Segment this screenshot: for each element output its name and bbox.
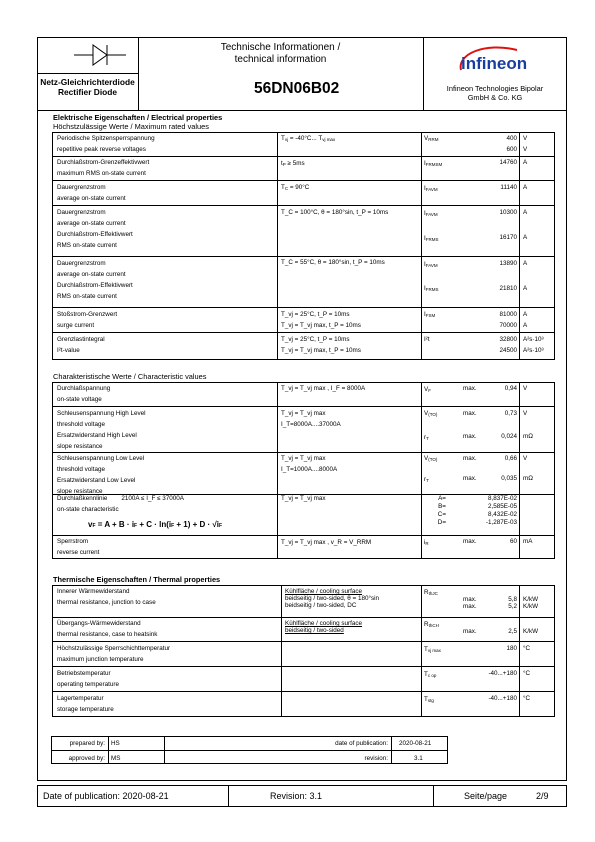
electrical-heading: Elektrische Eigenschaften / Electrical properties (53, 113, 223, 122)
ir-unit: mA (523, 538, 533, 545)
i2t-values: 32800 24500 (499, 336, 517, 354)
high-vto-unit: V (523, 410, 528, 417)
high-rt-symbol: $r_T$ (424, 434, 429, 441)
tc100-frms-unit: A (523, 234, 528, 241)
vf-label: Durchlaßspannung on-state voltage (57, 385, 111, 403)
curve-equation: vF = A + B · iF + C · ln(iF + 1) + D · √iF (88, 520, 223, 529)
tc100-label: Dauergrenzstrom average on-state current Durchlaßstrom-Effektivwert RMS on-state current (57, 209, 133, 249)
ifrmsm-label: Durchlaßstrom-Grenzeffektivwert maximum RMS on-state current (57, 159, 150, 177)
tc55-symbol-frms: $I_{FRMS}$ (424, 285, 439, 292)
prepared-label: prepared by: (69, 740, 105, 747)
tc55-favm-value: 13890 (499, 260, 517, 267)
ir-condition: T_vj = T_vj max , v_R = V_RRM (281, 539, 372, 546)
footer-revision: Revision: 3.1 (270, 791, 323, 801)
tc55-favm-unit: A (523, 260, 528, 267)
tc55-condition: T_C = 55°C, θ = 180°sin, t_P = 10ms (281, 259, 385, 266)
date-of-publication-label: date of publication: (335, 740, 388, 747)
vf-unit: V (523, 385, 528, 392)
tstg-unit: °C (523, 695, 531, 702)
tc100-symbol-favm: $I_{FAVM}$ (424, 210, 438, 217)
rthjc-label: Innerer Wärmewiderstand thermal resistance, junction to case (57, 588, 156, 606)
characteristic-heading: Charakteristische Werte / Characteristic values (53, 372, 207, 381)
top-label: Betriebstemperatur operating temperature (57, 670, 119, 688)
ifavm90-label: Dauergrenzstrom average on-state current (57, 184, 126, 202)
footer-page-number: 2/9 (536, 791, 549, 801)
tc55-label: Dauergrenzstrom average on-state current Durchlaßstrom-Effektivwert RMS on-state current (57, 260, 133, 300)
high-vto-value: 0,73 (504, 410, 517, 417)
infineon-logo-icon (455, 44, 535, 76)
low-vto-value: 0,66 (504, 455, 517, 462)
prepared-value: HS (111, 740, 120, 747)
rthjc-qualifier: max. max. (463, 596, 477, 610)
low-level-condition: T_vj = T_vj max I_T=1000A....8000A (281, 455, 338, 473)
ir-symbol: $i_R$ (424, 539, 429, 546)
tc55-frms-unit: A (523, 285, 528, 292)
vrrm-units: V V (523, 135, 528, 153)
top-value: -40...+180 (488, 670, 517, 677)
ir-label: Sperrstrom reverse current (57, 538, 100, 556)
ifrmsm-unit: A (523, 159, 528, 166)
tvjmax-label: Höchstzulässige Sperrschichttemperatur maximum junction temperature (57, 645, 171, 663)
tvjmax-unit: °C (523, 645, 531, 652)
tvjmax-symbol: $T_{vj max}$ (424, 646, 441, 653)
low-vto-qualifier: max. (463, 455, 477, 462)
ifavm90-value: 11140 (500, 184, 517, 191)
tc100-symbol-frms: $I_{FRMS}$ (424, 235, 439, 242)
i2t-condition: T_vj = 25°C, t_P = 10ms T_vj = T_vj max, t_P = 10ms (281, 336, 361, 354)
ir-qualifier: max. (463, 538, 477, 545)
ifrmsm-condition: $t_P \ge 5ms$ (281, 160, 305, 167)
rthch-condition: Kühlfläche / cooling surface beidseitig / two-sided (285, 620, 363, 634)
svg-text:infineon: infineon (461, 54, 528, 73)
low-vto-unit: V (523, 455, 528, 462)
top-unit: °C (523, 670, 531, 677)
rthch-qualifier: max. (463, 628, 477, 635)
low-rt-unit: mΩ (523, 475, 533, 482)
high-vto-qualifier: max. (463, 410, 477, 417)
surge-condition: T_vj = 25°C, t_P = 10ms T_vj = T_vj max, t_P = 10ms (281, 311, 361, 329)
low-vto-symbol: $V_{(TO)}$ (424, 455, 438, 462)
low-rt-qualifier: max. (463, 475, 477, 482)
rthjc-symbol: $R_{thJC}$ (424, 589, 438, 596)
i2t-units: A²s·10³ A²s·10³ (523, 336, 544, 354)
high-level-label: Schleusenspannung High Level threshold voltage Ersatzwiderstand High Level slope resistance (57, 410, 146, 450)
tc100-favm-value: 10300 (499, 209, 517, 216)
rthch-symbol: $R_{thCH}$ (424, 621, 439, 628)
max-rated-subheading: Höchstzulässige Werte / Maximum rated values (53, 122, 209, 131)
high-vto-symbol: $V_{(TO)}$ (424, 410, 438, 417)
vf-condition: T_vj = T_vj max , I_F = 8000A (281, 385, 366, 392)
high-level-condition: T_vj = T_vj max I_T=8000A....37000A (281, 410, 341, 428)
infineon-logo (455, 44, 535, 81)
curve-coef-values: 8,837E-02 2,585E-05 8,432E-02 -1,287E-03 (485, 495, 517, 526)
tvjmax-value: 180 (506, 645, 517, 652)
low-level-label: Schleusenspannung Low Level threshold voltage Ersatzwiderstand Low Level slope resistance (57, 455, 145, 495)
rthch-label: Übergangs-Wärmewiderstand thermal resistance, case to heatsink (57, 620, 158, 638)
high-rt-value: 0,024 (501, 433, 517, 440)
vrrm-condition: $T_{vj} = -40^\circ C$... $T_{vj max}$ (281, 135, 336, 142)
surge-label: Stoßstrom-Grenzwert surge current (57, 311, 118, 329)
rthjc-units: K/kW K/kW (523, 596, 539, 610)
approved-label: approved by: (68, 755, 105, 762)
low-rt-value: 0,035 (501, 475, 517, 482)
part-number: 56DN06B02 (254, 80, 340, 97)
company-name: Infineon Technologies Bipolar GmbH & Co. KG (446, 84, 544, 102)
vf-qualifier: max. (463, 385, 477, 392)
product-type: Netz-Gleichrichterdiode Rectifier Diode (40, 77, 135, 97)
ifavm90-unit: A (523, 184, 528, 191)
rthjc-condition: Kühlfläche / cooling surface beidseitig / two-sided, θ = 180°sin beidseitig / two-sided, DC (285, 588, 380, 609)
surge-values: 81000 70000 (499, 311, 517, 329)
tc55-frms-value: 21810 (499, 285, 517, 292)
diode-symbol-icon (72, 42, 128, 68)
tc100-condition: T_C = 100°C, θ = 180°sin, t_P = 10ms (281, 209, 389, 216)
thermal-heading: Thermische Eigenschaften / Thermal properties (53, 575, 221, 584)
i2t-label: Grenzlastintegral I²t-value (57, 336, 105, 354)
vf-value: 0,94 (504, 385, 517, 392)
vrrm-symbol: $V_{RRM}$ (424, 135, 439, 142)
footer-date: Date of publication: 2020-08-21 (43, 791, 169, 801)
ifavm90-symbol: $I_{FAVM}$ (424, 185, 438, 192)
document-title: Technische Informationen / technical information (220, 42, 341, 65)
tstg-label: Lagertemperatur storage temperature (57, 695, 114, 713)
vf-symbol: $V_F$ (424, 386, 431, 393)
approved-value: MS (111, 755, 121, 762)
low-rt-symbol: $r_T$ (424, 476, 429, 483)
footer-page-label: Seite/page (464, 791, 508, 801)
surge-symbol: $I_{FSM}$ (424, 311, 436, 318)
surge-units: A A (523, 311, 528, 329)
date-of-publication-value: 2020-08-21 (399, 740, 432, 747)
top-symbol: $T_{c op}$ (424, 671, 437, 678)
tstg-value: -40...+180 (488, 695, 517, 702)
tc100-favm-unit: A (523, 209, 528, 216)
curve-coef-labels: A= B= C= D= (437, 495, 446, 526)
tc100-frms-value: 16170 (499, 234, 517, 241)
curve-condition: T_vj = T_vj max (281, 495, 326, 502)
revision-value: 3.1 (414, 755, 423, 762)
revision-label: revision: (364, 755, 388, 762)
tstg-symbol: $T_{stg}$ (424, 696, 434, 703)
rthch-unit: K/kW (523, 628, 539, 635)
rthch-value: 2,5 (508, 628, 517, 635)
ir-value: 60 (509, 538, 517, 545)
i2t-symbol: I²t (424, 336, 430, 343)
rthjc-values: 5,8 5,2 (508, 596, 517, 610)
ifavm90-condition: $T_C = 90^\circ C$ (281, 184, 310, 191)
vrrm-label: Periodische Spitzensperrspannung repetitive peak reverse voltages (57, 135, 155, 153)
ifrmsm-symbol: $I_{FRMSM}$ (424, 160, 443, 167)
curve-label: Durchlaßkennlinie 2100A ≤ I_F ≤ 37000A on-state characteristic (57, 495, 184, 513)
tc55-symbol-favm: $I_{FAVM}$ (424, 261, 438, 268)
high-rt-qualifier: max. (463, 433, 477, 440)
ifrmsm-value: 14760 (499, 159, 517, 166)
vrrm-values: 400 600 (506, 135, 517, 153)
high-rt-unit: mΩ (523, 433, 533, 440)
